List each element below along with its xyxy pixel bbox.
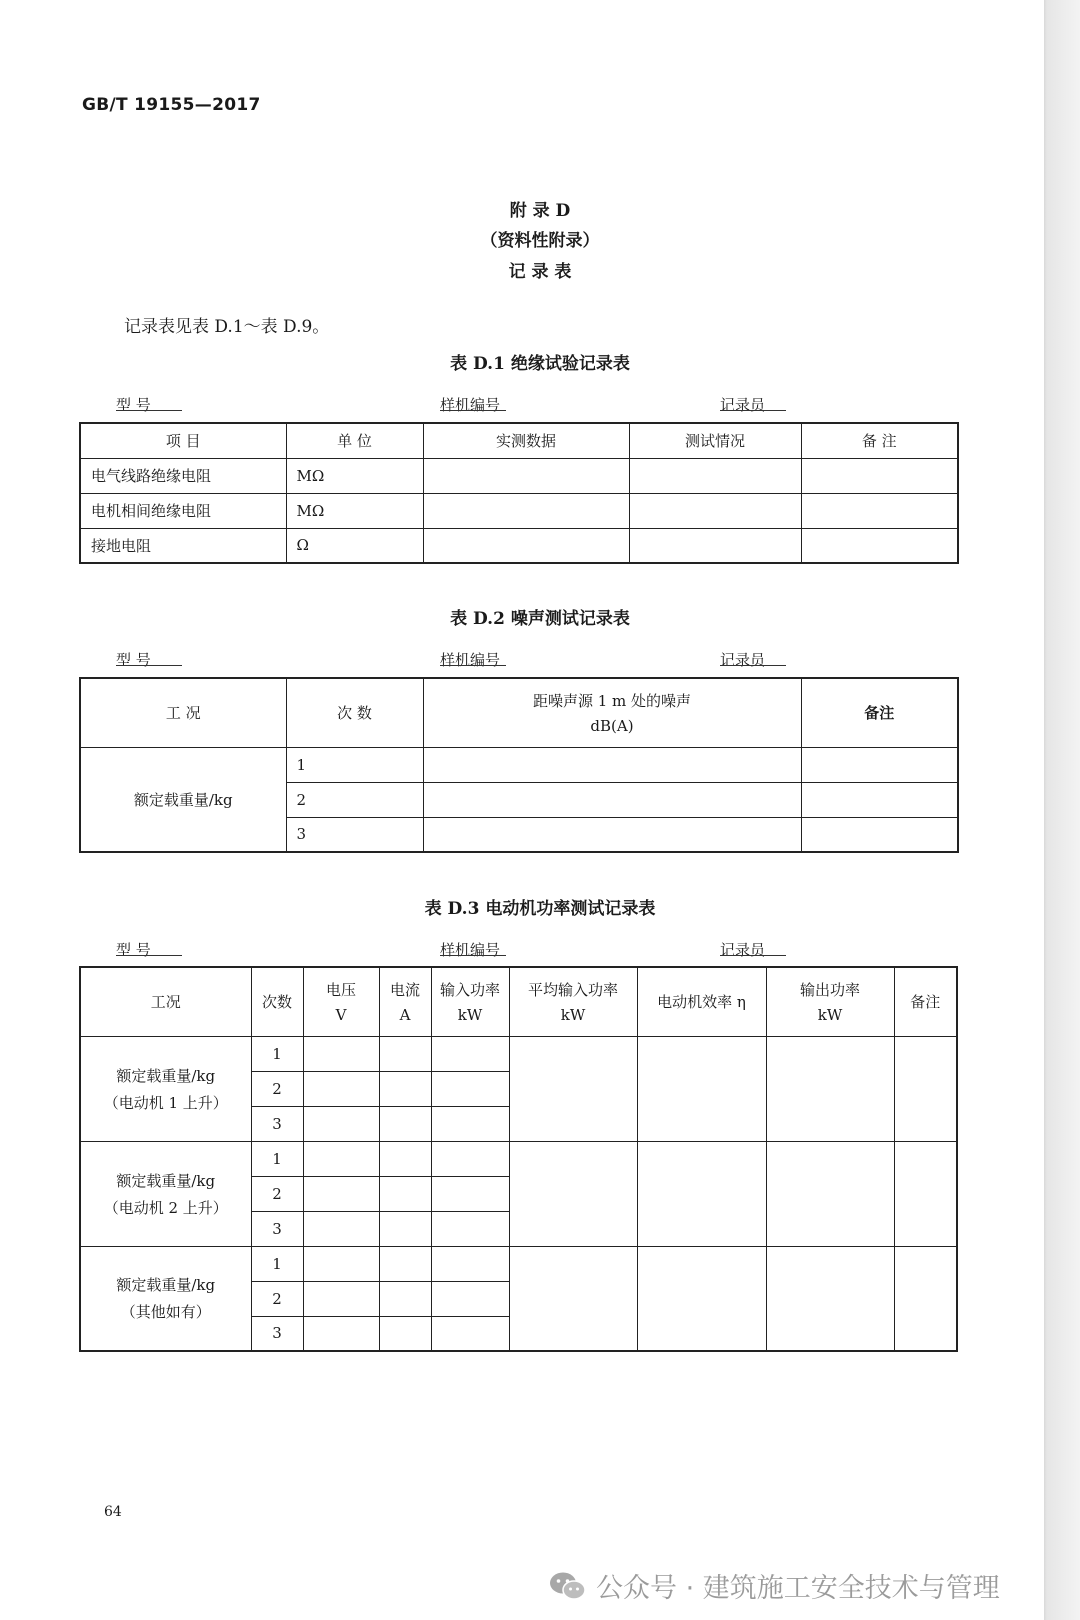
t1-header-unit: 单 位 xyxy=(286,423,423,458)
t3-group-line2: （其他如有） xyxy=(120,1303,211,1322)
intro-text: 记录表见表 D.1～表 D.9。 xyxy=(124,317,330,337)
t2-header-remark: 备注 xyxy=(801,678,958,747)
t2-cell xyxy=(423,747,801,782)
t3-cell xyxy=(431,1246,509,1281)
recorder-blank xyxy=(720,649,786,666)
table-row xyxy=(80,1141,957,1176)
t3-cell xyxy=(303,1316,379,1351)
t3-out-cell xyxy=(766,1036,894,1141)
watermark xyxy=(548,1566,1000,1605)
t3-group-line2: （电动机 1 上升） xyxy=(103,1093,228,1112)
t2-header-noise xyxy=(423,678,801,747)
appendix-title: 附 录 D xyxy=(509,201,571,221)
table3-meta xyxy=(80,939,990,963)
recorder-label: 记录员 xyxy=(720,651,766,669)
sample-label: 样机编号 xyxy=(440,941,501,959)
t3-cell xyxy=(431,1071,509,1106)
model-label: 型 号 xyxy=(116,941,151,959)
t3-header-avg-input-power xyxy=(509,967,637,1036)
t2-header-condition: 工 况 xyxy=(80,678,286,747)
t3-out-cell xyxy=(766,1246,894,1351)
t2-noise-line1: 距噪声源 1 m 处的噪声 xyxy=(532,692,692,711)
t3-header-remark: 备注 xyxy=(894,967,957,1036)
t3-current-unit: A xyxy=(399,1006,411,1025)
t3-count: 1 xyxy=(251,1036,303,1071)
t3-cell xyxy=(303,1071,379,1106)
t3-avg-input-power-label: 平均输入功率 xyxy=(527,981,618,1000)
t3-avg-cell xyxy=(509,1141,637,1246)
t3-output-power-label: 输出功率 xyxy=(799,981,860,1000)
t3-cell xyxy=(303,1281,379,1316)
t3-avg-cell xyxy=(509,1036,637,1141)
t3-cell xyxy=(379,1141,431,1176)
t1-cell xyxy=(629,493,801,528)
t3-cell xyxy=(379,1316,431,1351)
t3-avg-input-power-unit: kW xyxy=(560,1006,586,1025)
table1 xyxy=(79,422,959,564)
t3-remark-cell xyxy=(894,1036,957,1141)
t3-cell xyxy=(303,1211,379,1246)
t1-header-item: 项 目 xyxy=(80,423,286,458)
t1-header-condition: 测试情况 xyxy=(629,423,801,458)
appendix-subtitle: （资料性附录） xyxy=(480,231,600,251)
t3-group-line1: 额定载重量/kg xyxy=(116,1276,216,1295)
t3-cell xyxy=(431,1211,509,1246)
t3-count: 2 xyxy=(251,1176,303,1211)
table-row xyxy=(80,1036,957,1071)
t1-item: 电气线路绝缘电阻 xyxy=(80,458,286,493)
t2-cell xyxy=(801,817,958,852)
t3-cell xyxy=(431,1176,509,1211)
t1-header-remark: 备 注 xyxy=(801,423,958,458)
t1-cell xyxy=(423,493,629,528)
appendix-heading: 记 录 表 xyxy=(508,262,572,282)
t3-input-power-unit: kW xyxy=(457,1006,483,1025)
t3-header-current xyxy=(379,967,431,1036)
t3-count: 3 xyxy=(251,1316,303,1351)
t1-cell xyxy=(801,458,958,493)
recorder-blank xyxy=(720,394,786,411)
t1-item: 接地电阻 xyxy=(80,528,286,563)
table-row xyxy=(80,458,958,493)
t1-cell xyxy=(629,528,801,563)
standard-code: GB/T 19155—2017 xyxy=(82,95,261,115)
t3-header-voltage xyxy=(303,967,379,1036)
table2 xyxy=(79,677,959,853)
t3-header-input-power xyxy=(431,967,509,1036)
t2-count: 1 xyxy=(286,747,423,782)
table2-meta xyxy=(80,649,990,673)
t3-group-line1: 额定载重量/kg xyxy=(116,1066,216,1085)
sample-label: 样机编号 xyxy=(440,651,501,669)
t3-current-label: 电流 xyxy=(389,981,420,1000)
table-row xyxy=(80,747,958,782)
wechat-icon xyxy=(548,1571,588,1601)
t3-avg-cell xyxy=(509,1246,637,1351)
t3-count: 1 xyxy=(251,1141,303,1176)
t1-unit: Ω xyxy=(286,528,423,563)
t2-cell xyxy=(423,782,801,817)
t1-cell xyxy=(423,528,629,563)
t3-group-line1: 额定载重量/kg xyxy=(116,1171,216,1190)
t3-cell xyxy=(379,1106,431,1141)
t3-group-condition xyxy=(80,1036,251,1141)
table-row xyxy=(80,493,958,528)
t3-group-condition xyxy=(80,1246,251,1351)
t3-cell xyxy=(379,1036,431,1071)
t3-eff-cell xyxy=(637,1036,766,1141)
t3-remark-cell xyxy=(894,1246,957,1351)
t3-output-power-unit: kW xyxy=(817,1006,843,1025)
t2-cell xyxy=(423,817,801,852)
model-label: 型 号 xyxy=(116,651,151,669)
table1-caption: 表 D.1 绝缘试验记录表 xyxy=(450,354,630,374)
model-label: 型 号 xyxy=(116,396,151,414)
t3-voltage-unit: V xyxy=(335,1006,347,1025)
t2-cell xyxy=(801,782,958,817)
t3-cell xyxy=(379,1281,431,1316)
t3-count: 3 xyxy=(251,1106,303,1141)
t2-condition: 额定载重量/kg xyxy=(80,747,286,852)
t3-count: 1 xyxy=(251,1246,303,1281)
t2-count: 3 xyxy=(286,817,423,852)
t3-eff-cell xyxy=(637,1141,766,1246)
t3-cell xyxy=(379,1211,431,1246)
t1-cell xyxy=(423,458,629,493)
t3-cell xyxy=(431,1141,509,1176)
t3-header-condition: 工况 xyxy=(80,967,251,1036)
t3-cell xyxy=(431,1281,509,1316)
table3-caption: 表 D.3 电动机功率测试记录表 xyxy=(424,899,656,919)
t3-header-efficiency: 电动机效率 η xyxy=(637,967,766,1036)
t1-cell xyxy=(801,493,958,528)
t3-eff-cell xyxy=(637,1246,766,1351)
t1-unit: MΩ xyxy=(286,493,423,528)
t2-header-count: 次 数 xyxy=(286,678,423,747)
sample-blank xyxy=(440,939,506,956)
table-row xyxy=(80,528,958,563)
t3-cell xyxy=(431,1036,509,1071)
sample-label: 样机编号 xyxy=(440,396,501,414)
t1-cell xyxy=(801,528,958,563)
t3-cell xyxy=(379,1071,431,1106)
model-blank xyxy=(116,649,182,666)
t1-unit: MΩ xyxy=(286,458,423,493)
t2-count: 2 xyxy=(286,782,423,817)
t3-header-count: 次数 xyxy=(251,967,303,1036)
t3-count: 2 xyxy=(251,1071,303,1106)
t3-cell xyxy=(303,1106,379,1141)
t3-cell xyxy=(303,1246,379,1281)
t3-cell xyxy=(303,1036,379,1071)
table1-meta xyxy=(80,394,990,418)
t3-count: 2 xyxy=(251,1281,303,1316)
t3-input-power-label: 输入功率 xyxy=(439,981,500,1000)
recorder-label: 记录员 xyxy=(720,941,766,959)
sample-blank xyxy=(440,649,506,666)
page-number: 64 xyxy=(104,1504,122,1520)
t3-voltage-label: 电压 xyxy=(325,981,356,1000)
t3-cell xyxy=(379,1176,431,1211)
sample-blank xyxy=(440,394,506,411)
t3-header-output-power xyxy=(766,967,894,1036)
watermark-text: 公众号 · 建筑施工安全技术与管理 xyxy=(596,1573,1000,1604)
t1-header-measured: 实测数据 xyxy=(423,423,629,458)
t1-cell xyxy=(629,458,801,493)
t3-cell xyxy=(303,1141,379,1176)
t2-noise-line2: dB(A) xyxy=(590,717,634,736)
t3-group-line2: （电动机 2 上升） xyxy=(103,1198,228,1217)
t3-out-cell xyxy=(766,1141,894,1246)
t3-cell xyxy=(431,1106,509,1141)
t3-cell xyxy=(431,1316,509,1351)
model-blank xyxy=(116,394,182,411)
t2-cell xyxy=(801,747,958,782)
model-blank xyxy=(116,939,182,956)
recorder-label: 记录员 xyxy=(720,396,766,414)
t3-count: 3 xyxy=(251,1211,303,1246)
t3-cell xyxy=(379,1246,431,1281)
table2-caption: 表 D.2 噪声测试记录表 xyxy=(450,609,630,629)
table3 xyxy=(79,966,958,1352)
t3-cell xyxy=(303,1176,379,1211)
t3-remark-cell xyxy=(894,1141,957,1246)
recorder-blank xyxy=(720,939,786,956)
table-row xyxy=(80,1246,957,1281)
t3-group-condition xyxy=(80,1141,251,1246)
t1-item: 电机相间绝缘电阻 xyxy=(80,493,286,528)
